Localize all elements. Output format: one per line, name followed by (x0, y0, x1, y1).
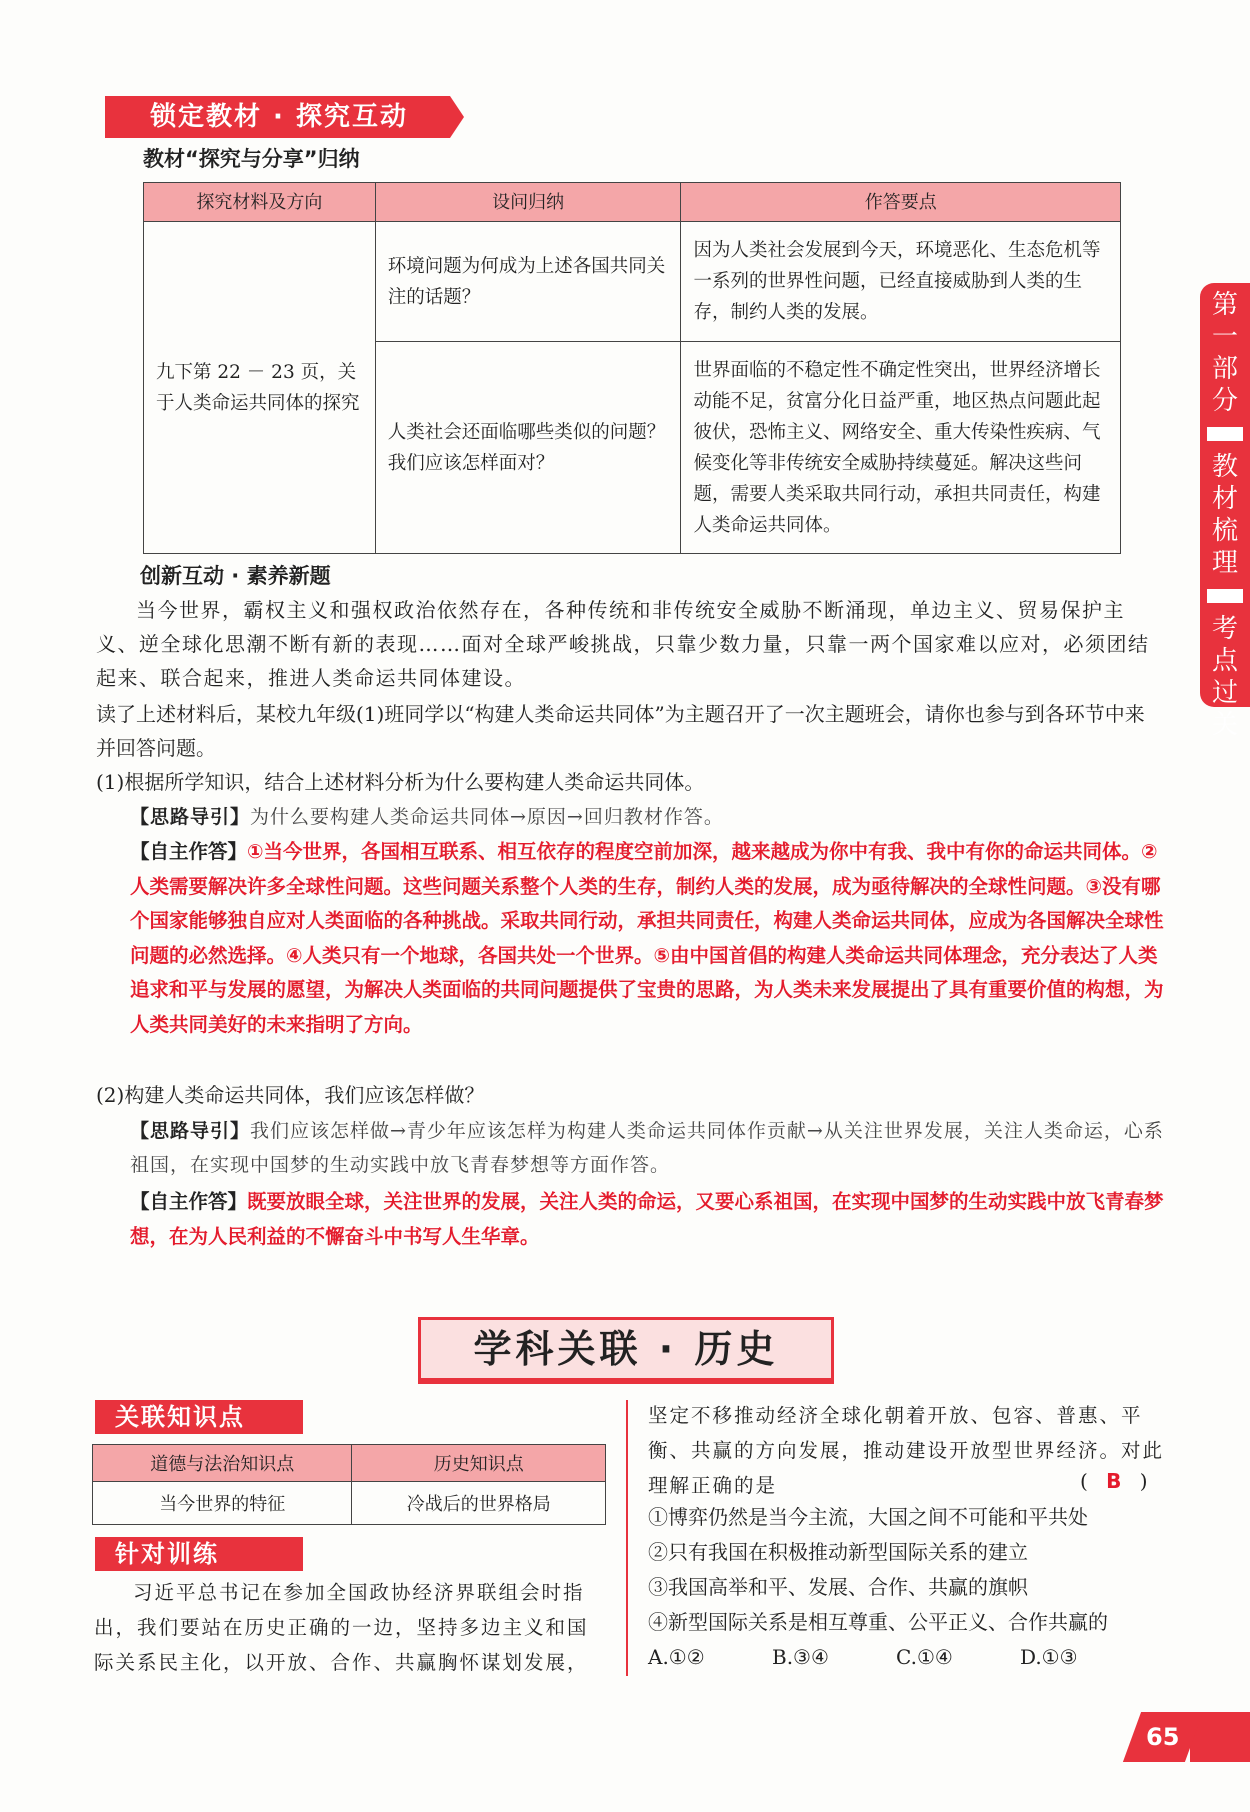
option-row (648, 1640, 1168, 1675)
guide-text: 为什么要构建人类命运共同体→原因→回归教材作答。 (250, 806, 724, 828)
header-civics: 道德与法治知识点 (93, 1445, 352, 1482)
chapter-side-tab (1200, 283, 1250, 740)
header-history: 历史知识点 (352, 1445, 606, 1482)
side-tab-part: 第一部分 (1211, 290, 1238, 416)
page-number-text: 65 (1146, 1723, 1180, 1751)
training-banner: 针对训练 (95, 1537, 303, 1571)
guide-tag: 【思路导引】 (130, 806, 251, 828)
answer-choice: B (1106, 1469, 1122, 1493)
answer-text: ①当今世界，各国相互联系、相互依存的程度空前加深，越来越成为你中有我、我中有你的命运共同体。②人类需要解决许多全球性问题。这些问题关系整个人类的生存，制约人类的发展，成为亟待解决的全球性问题。③没有哪个国家能够独自应对人类面临的各种挑战。采取共同行动，承担共同责任，构建人类命运共同体，应成为各国解决全球性问题的必然选择。④人类只有一个地球，各国共处一个世界。⑤由中国首倡的构建人类命运共同体理念，充分表达了人类追求和平与发展的愿望，为解决人类面临的共同问题提供了宝贵的思路，为人类未来发展提出了具有重要价值的构想，为人类共同美好的未来指明了方向。 (130, 840, 1164, 1036)
column-divider (626, 1400, 628, 1676)
statement-item: ②只有我国在积极推动新型国际关系的建立 (648, 1540, 1028, 1564)
answer-cell: 因为人类社会发展到今天，环境恶化、生态危机等一系列的世界性问题，已经直接威胁到人类的生存，制约人类的发展。 (681, 222, 1121, 342)
option-a: A.①② (648, 1645, 705, 1669)
knowledge-table (92, 1444, 606, 1525)
answer-cell: 世界面临的不稳定性不确定性突出，世界经济增长动能不足，贫富分化日益严重，地区热点问题此起彼伏，恐怖主义、网络安全、重大传染性疾病、气候变化等非传统安全威胁持续蔓延。解决这些问题，需要人类采取共同行动，承担共同责任，构建人类命运共同体。 (681, 342, 1121, 554)
question-cell: 人类社会还面临哪些类似的问题？我们应该怎样面对？ (375, 342, 681, 554)
guide-tag: 【思路导引】 (130, 1120, 251, 1142)
question-left-text: 习近平总书记在参加全国政协经济界联组会时指出，我们要站在历史正确的一边，坚持多边主义和国际关系民主化，以开放、合作、共赢胸怀谋划发展， (94, 1581, 589, 1674)
side-tab-teach: 教材梳理 (1211, 452, 1238, 578)
statement-item: ③我国高举和平、发展、合作、共赢的旗帜 (648, 1575, 1028, 1599)
header-question: 设问归纳 (375, 183, 681, 222)
history-point: 冷战后的世界格局 (352, 1482, 606, 1525)
exploration-table (143, 182, 1121, 554)
answer-tag: 【自主作答】 (130, 840, 248, 863)
statement-item: ④新型国际关系是相互尊重、公平正义、合作共赢的 (648, 1610, 1108, 1634)
history-banner: 学科关联 · 历史 (418, 1317, 834, 1381)
q2-guide (130, 1114, 1170, 1182)
question-right-text: 坚定不移推动经济全球化朝着开放、包容、普惠、平衡、共赢的方向发展，推动建设开放型世界经济。对此理解正确的是 (648, 1404, 1165, 1497)
material-cell: 九下第 22 － 23 页，关于人类命运共同体的探究 (144, 222, 376, 554)
header-material: 探究材料及方向 (144, 183, 376, 222)
answer-paren-close: ) (1139, 1469, 1148, 1493)
q1-guide (130, 800, 1170, 834)
question-cell: 环境问题为何成为上述各国共同关注的话题？ (375, 222, 681, 342)
q2-answer (130, 1185, 1166, 1254)
answer-text: 既要放眼全球，关注世界的发展，关注人类的命运，又要心系祖国，在实现中国梦的生动实践中放飞青春梦想，在为人民利益的不懈奋斗中书写人生华章。 (130, 1190, 1164, 1248)
q1-answer (130, 835, 1166, 1042)
side-tab-exam: 考点过关 (1211, 614, 1238, 740)
statement-item: ①博弈仍然是当今主流，大国之间不可能和平共处 (648, 1505, 1088, 1529)
statement-list (648, 1500, 1168, 1640)
innovation-heading: 创新互动 · 素养新题 (140, 564, 331, 588)
answer-tag: 【自主作答】 (130, 1190, 248, 1213)
question-2: (2)构建人类命运共同体，我们应该怎样做？ (96, 1083, 485, 1107)
option-b: B.③④ (772, 1645, 829, 1669)
table-subheading: 教材“探究与分享”归纳 (143, 147, 360, 171)
answer-bracket (1080, 1464, 1148, 1499)
material-paragraph: 当今世界，霸权主义和强权政治依然存在，各种传统和非传统安全威胁不断涌现，单边主义、贸易保护主义、逆全球化思潮不断有新的表现……面对全球严峻挑战，只靠少数力量，只靠一两个国家难以应对，必须团结起来、联合起来，推进人类命运共同体建设。 (96, 598, 1150, 690)
option-c: C.①④ (896, 1645, 953, 1669)
knowledge-banner: 关联知识点 (95, 1400, 303, 1434)
civics-point: 当今世界的特征 (93, 1482, 352, 1525)
answer-paren-open: ( (1080, 1469, 1088, 1493)
question-1: (1)根据所学知识，结合上述材料分析为什么要构建人类命运共同体。 (96, 770, 705, 794)
header-answer: 作答要点 (681, 183, 1121, 222)
option-d: D.①③ (1020, 1645, 1078, 1669)
intro-paragraph: 读了上述材料后，某校九年级(1)班同学以“构建人类命运共同体”为主题召开了一次主题班会，请你也参与到各环节中来并回答问题。 (96, 702, 1145, 760)
guide-text: 我们应该怎样做→青少年应该怎样为构建人类命运共同体作贡献→从关注世界发展，关注人类命运，心系祖国，在实现中国梦的生动实践中放飞青春梦想等方面作答。 (130, 1120, 1164, 1176)
section-banner-textbook: 锁定教材 · 探究互动 (105, 96, 450, 138)
